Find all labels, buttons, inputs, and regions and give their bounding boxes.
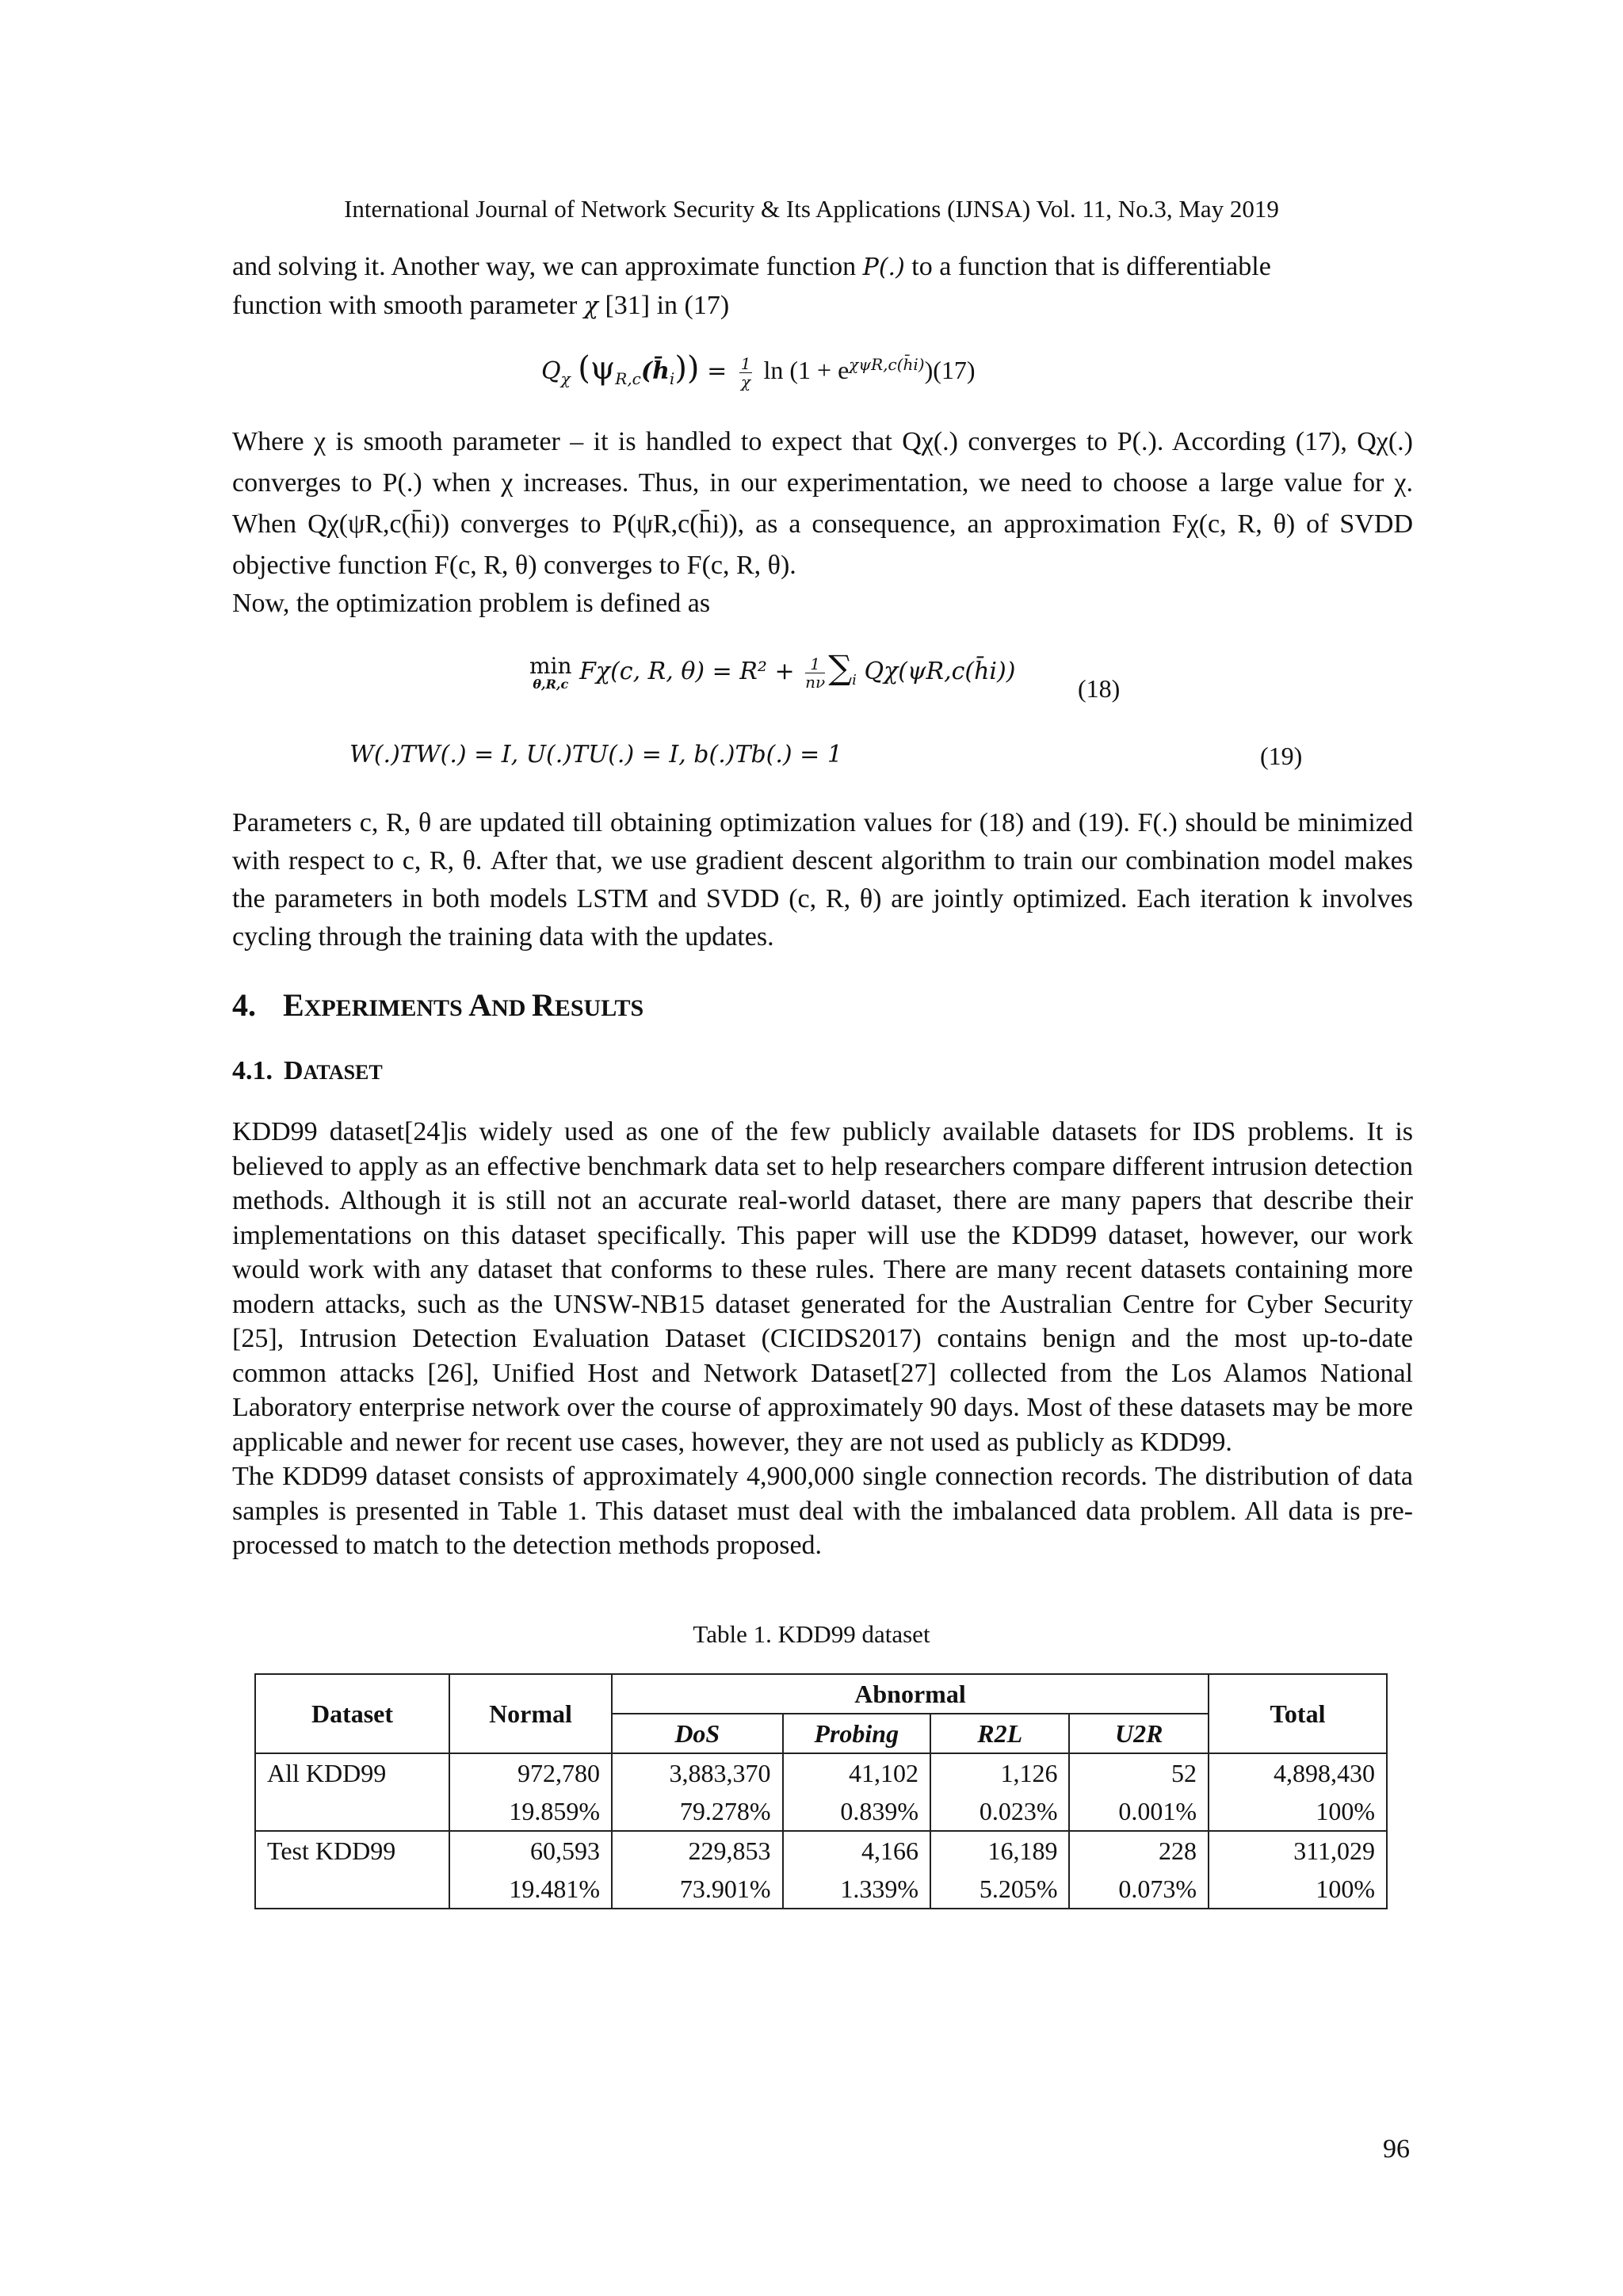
equation-19: W(.)TW(.) = I, U(.)TU(.) = I, b(.)Tb(.) = 1 bbox=[349, 741, 842, 769]
para2-text: Where χ is smooth parameter – it is handled to expect that Qχ(.) converges to P(.). According (17), Qχ(.) converges to P(.) when χ increases. Thus, in our experimentation, we need to choose a large value for χ. When Qχ(ψR,c(h̄i)) converges to P(ψR,c(h̄i)), as a consequence, an approximation Fχ(c, R, θ) of SVDD objective function F(c, R, θ) converges to F(c, R, θ). bbox=[232, 427, 1413, 580]
header-total: Total bbox=[1209, 1674, 1387, 1753]
equation-18: min θ,R,c Fχ(c, R, θ) = R² + $\frac{1}{n\nu}$ $\sum_i$ Qχ(ψR,c(h̄i)) bbox=[529, 648, 1016, 692]
section-heading: 4. EXPERIMENTS AND RESULTS bbox=[232, 987, 644, 1023]
para1-text-c: function with smooth parameter bbox=[232, 291, 584, 320]
min-operator: min θ,R,c bbox=[529, 653, 572, 692]
fraction-1-over-chi: $\frac{1}{\chi}$ bbox=[740, 353, 751, 391]
header-dataset: Dataset bbox=[255, 1674, 449, 1753]
page-number: 96 bbox=[1383, 2134, 1410, 2164]
table-caption: Table 1. KDD99 dataset bbox=[693, 1620, 930, 1648]
para5-text: The KDD99 dataset consists of approximately 4,900,000 single connection records. The distribution of data samples is presented in Table 1. This dataset must deal with the imbalanced data problem. All data is pre-processed to match to the detection methods proposed. bbox=[232, 1462, 1413, 1560]
para2-line2: Now, the optimization problem is defined as bbox=[232, 589, 711, 618]
kdd99-table bbox=[254, 1673, 1388, 1909]
math-p-function: P(.) bbox=[862, 254, 905, 281]
para1-text-d: [31] in (17) bbox=[598, 291, 730, 320]
equation-18-number: (18) bbox=[1078, 674, 1121, 703]
intro-paragraph bbox=[232, 248, 1413, 326]
para4-text: KDD99 dataset[24]is widely used as one of the few publicly available datasets for IDS problems. It is believed to apply as an effective benchmark data set to help researchers compare different intrusion detection methods. Although it is still not an accurate real-world dataset, there are many papers that describe their implementations on this dataset specifically. This paper will use the KDD99 dataset, however, our work would work with any dataset that conforms to these rules. There are many recent datasets containing more modern attacks, such as the UNSW-NB15 dataset generated for the Australian Centre for Cyber Security [25], Intrusion Detection Evaluation Dataset (CICIDS2017) contains benign and the most up-to-date common attacks [26], Unified Host and Network Dataset[27] collected from the Los Alamos National Laboratory enterprise network over the course of approximately 90 days. Most of these datasets may be more applicable and newer for recent use cases, however, they are not used as publicly as KDD99. bbox=[232, 1117, 1413, 1457]
equation-17: $Q_\chi$ $(\psi_{R,c}(h̄_i))$ = $\frac{1}{\chi}$ $\ln (1 + e^{\chi\psi R,c(h̄i)})(17)$ bbox=[541, 350, 976, 391]
header-dos: DoS bbox=[612, 1714, 783, 1753]
fraction-1-over-nv: $\frac{1}{n\nu}$ bbox=[805, 654, 826, 692]
subsection-heading: 4.1. DATASET bbox=[232, 1056, 383, 1085]
optimization-paragraph: Parameters c, R, θ are updated till obtaining optimization values for (18) and (19). F(.) should be minimized with respect to c, R, θ. After that, we use gradient descent algorithm to train our combination model makes the parameters in both models LSTM and SVDD (c, R, θ) are jointly optimized. Each iteration k involves cycling through the training data with the updates. bbox=[232, 808, 1413, 952]
para1-text-b: to a function that is differentiable bbox=[904, 252, 1271, 281]
header-probing: Probing bbox=[783, 1714, 930, 1753]
running-header: International Journal of Network Security & Its Applications (IJNSA) Vol. 11, No.3, May 2019 bbox=[344, 195, 1279, 223]
math-chi: χ bbox=[583, 292, 598, 320]
header-u2r: U2R bbox=[1069, 1714, 1209, 1753]
table-row: 19.481% 73.901% 1.339% 5.205% 0.073% 100% bbox=[255, 1870, 1387, 1909]
equation-19-number: (19) bbox=[1260, 742, 1303, 770]
table-row: All KDD99 972,780 3,883,370 41,102 1,126 52 4,898,430 bbox=[255, 1753, 1387, 1792]
dataset-paragraph bbox=[232, 1115, 1413, 1563]
header-r2l: R2L bbox=[930, 1714, 1070, 1753]
para1-text-a: and solving it. Another way, we can approximate function bbox=[232, 252, 863, 281]
table-row: 19.859% 79.278% 0.839% 0.023% 0.001% 100% bbox=[255, 1792, 1387, 1831]
header-normal: Normal bbox=[449, 1674, 612, 1753]
table-row: Test KDD99 60,593 229,853 4,166 16,189 228 311,029 bbox=[255, 1831, 1387, 1870]
chi-explanation-paragraph bbox=[232, 421, 1413, 624]
header-abnormal: Abnormal bbox=[612, 1674, 1209, 1714]
